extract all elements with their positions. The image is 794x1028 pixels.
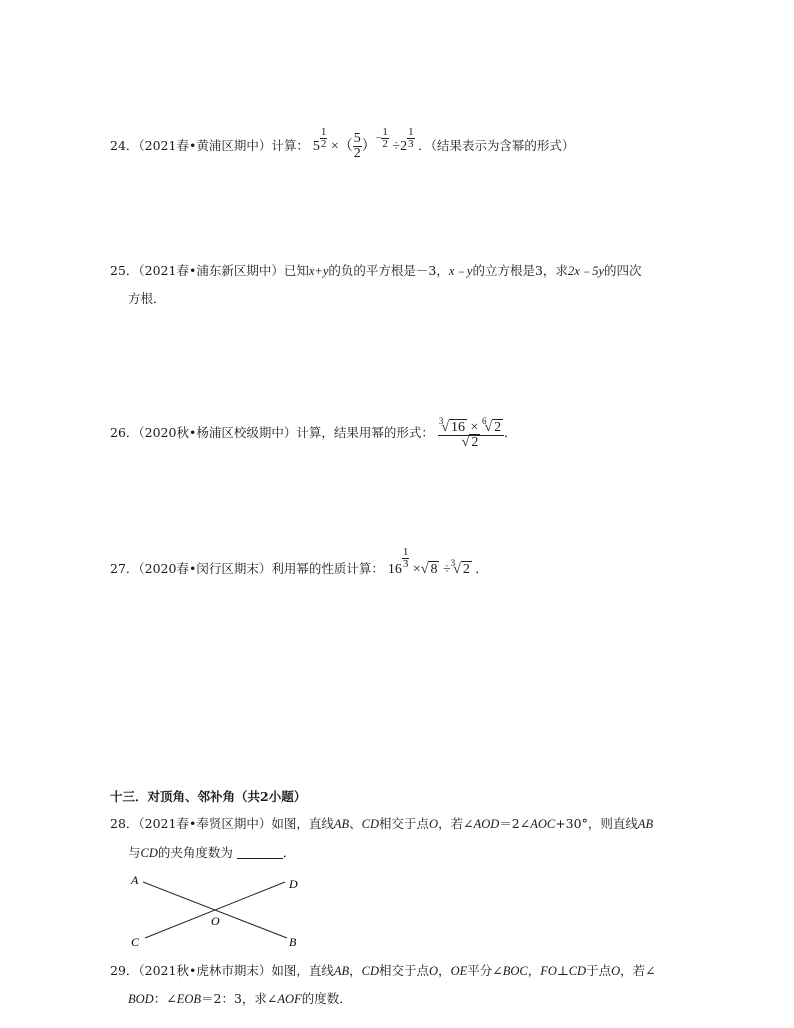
question-29-line2: BOD：∠EOB＝2：3，求∠AOF的度数．	[128, 991, 352, 1006]
question-number: 29．	[110, 963, 139, 978]
question-number: 24．	[110, 138, 139, 153]
question-28: 28．（2021春•奉贤区期中）如图，直线AB、CD相交于点O，若∠AOD＝2∠AOC+30°，则直线AB	[110, 816, 654, 831]
label-b: B	[289, 935, 297, 949]
question-number: 27．	[110, 561, 139, 576]
question-number: 25．	[110, 263, 139, 278]
question-source: （2021春•奉贤区期中）	[138, 816, 272, 831]
label-d: D	[289, 877, 298, 891]
question-25-line2: 方根．	[128, 291, 166, 306]
label-o: O	[211, 914, 220, 928]
question-26: 26．（2020秋•杨浦区校级期中）计算，结果用幂的形式： $\frac{^3√ 16 \times ^6√ 2}{√ 2}$ ．	[110, 416, 517, 450]
label-c: C	[131, 935, 140, 949]
section-heading: 十三．对顶角、邻补角（共2小题）	[110, 789, 307, 804]
question-number: 26．	[110, 425, 139, 440]
question-source: （2021春•浦东新区期中）	[138, 263, 284, 278]
math-expression: $\frac{^3√ 16 \times ^6√ 2}{√ 2}$	[438, 417, 504, 450]
label-a: A	[131, 873, 139, 887]
question-28-line2: 与CD的夹角度数为 ．	[128, 845, 296, 860]
question-29: 29．（2021秋•虎林市期末）如图，直线AB，CD相交于点O，OE平分∠BOC，FO⊥CD于点O，若∠	[110, 963, 656, 978]
question-source: （2020秋•杨浦区校级期中）	[138, 425, 297, 440]
question-24: 24．（2021春•黄浦区期中）计算： 5 $\frac{1}{2}$ ×（ $\frac{5}{2}$ ）− $\frac{1}{2}$ ÷2 $\frac{1}{3}$ ．（结果表示为含幂的形式）	[110, 126, 575, 162]
question-source: （2021秋•虎林市期末）	[138, 963, 272, 978]
question-25: 25．（2021春•浦东新区期中）已知x+y的负的平方根是－3，x﹣y的立方根是3，求2x﹣5y的四次	[110, 263, 642, 278]
question-source: （2021春•黄浦区期中）	[138, 138, 272, 153]
math-expression: 16 $\frac{1}{3}$ ×√ 8 ÷$^3$√ 2	[387, 546, 470, 577]
math-expression: 5 $\frac{1}{2}$ ×（ $\frac{5}{2}$ ）− $\frac{1}{2}$ ÷2 $\frac{1}{3}$	[312, 126, 414, 162]
answer-blank[interactable]	[237, 846, 283, 859]
intersecting-lines-figure	[125, 868, 315, 952]
line-cd	[145, 882, 285, 938]
question-source: （2020春•闵行区期末）	[138, 561, 272, 576]
question-27: 27．（2020春•闵行区期末）利用幂的性质计算： 16 $\frac{1}{3}$ ×√ 8 ÷$^3$√ 2 ．	[110, 546, 488, 577]
question-number: 28．	[110, 816, 139, 831]
